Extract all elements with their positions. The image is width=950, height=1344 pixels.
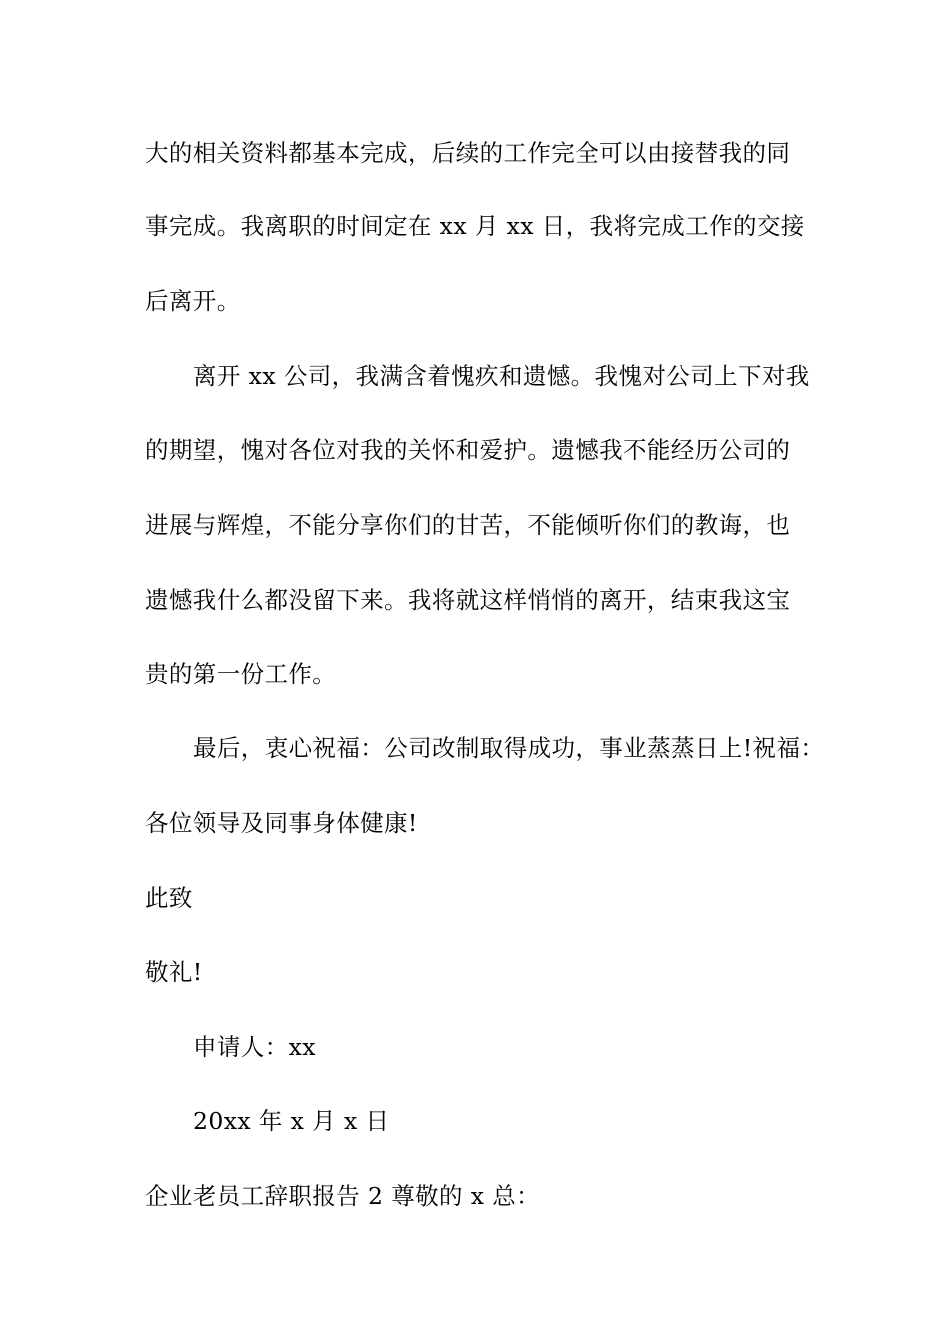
closing-salutation: 此致 xyxy=(145,884,193,912)
body-text-line: 贵的第一份工作。 xyxy=(145,660,337,688)
paragraph-first-line: 离开 xx 公司，我满含着愧疚和遗憾。我愧对公司上下对我 xyxy=(193,362,810,390)
closing-regards: 敬礼! xyxy=(145,958,203,986)
body-text-line: 遗憾我什么都没留下来。我将就这样悄悄的离开，结束我这宝 xyxy=(145,586,791,614)
body-text-line: 的期望，愧对各位对我的关怀和爱护。遗憾我不能经历公司的 xyxy=(145,436,791,464)
applicant-signature: 申请人：xx xyxy=(193,1033,316,1061)
paragraph-first-line: 最后，衷心祝福：公司改制取得成功，事业蒸蒸日上!祝福： xyxy=(193,734,825,762)
body-text-line: 进展与辉煌，不能分享你们的甘苦，不能倾听你们的教诲，也 xyxy=(145,511,791,539)
body-text-line: 事完成。我离职的时间定在 xx 月 xx 日，我将完成工作的交接 xyxy=(145,212,805,240)
signature-date: 20xx 年 x 月 x 日 xyxy=(193,1107,390,1135)
body-text-line: 各位领导及同事身体健康! xyxy=(145,809,418,837)
body-text-line: 后离开。 xyxy=(145,287,241,315)
body-text-line: 大的相关资料都基本完成，后续的工作完全可以由接替我的同 xyxy=(145,139,791,167)
next-section-heading: 企业老员工辞职报告 2 尊敬的 x 总： xyxy=(145,1182,541,1210)
